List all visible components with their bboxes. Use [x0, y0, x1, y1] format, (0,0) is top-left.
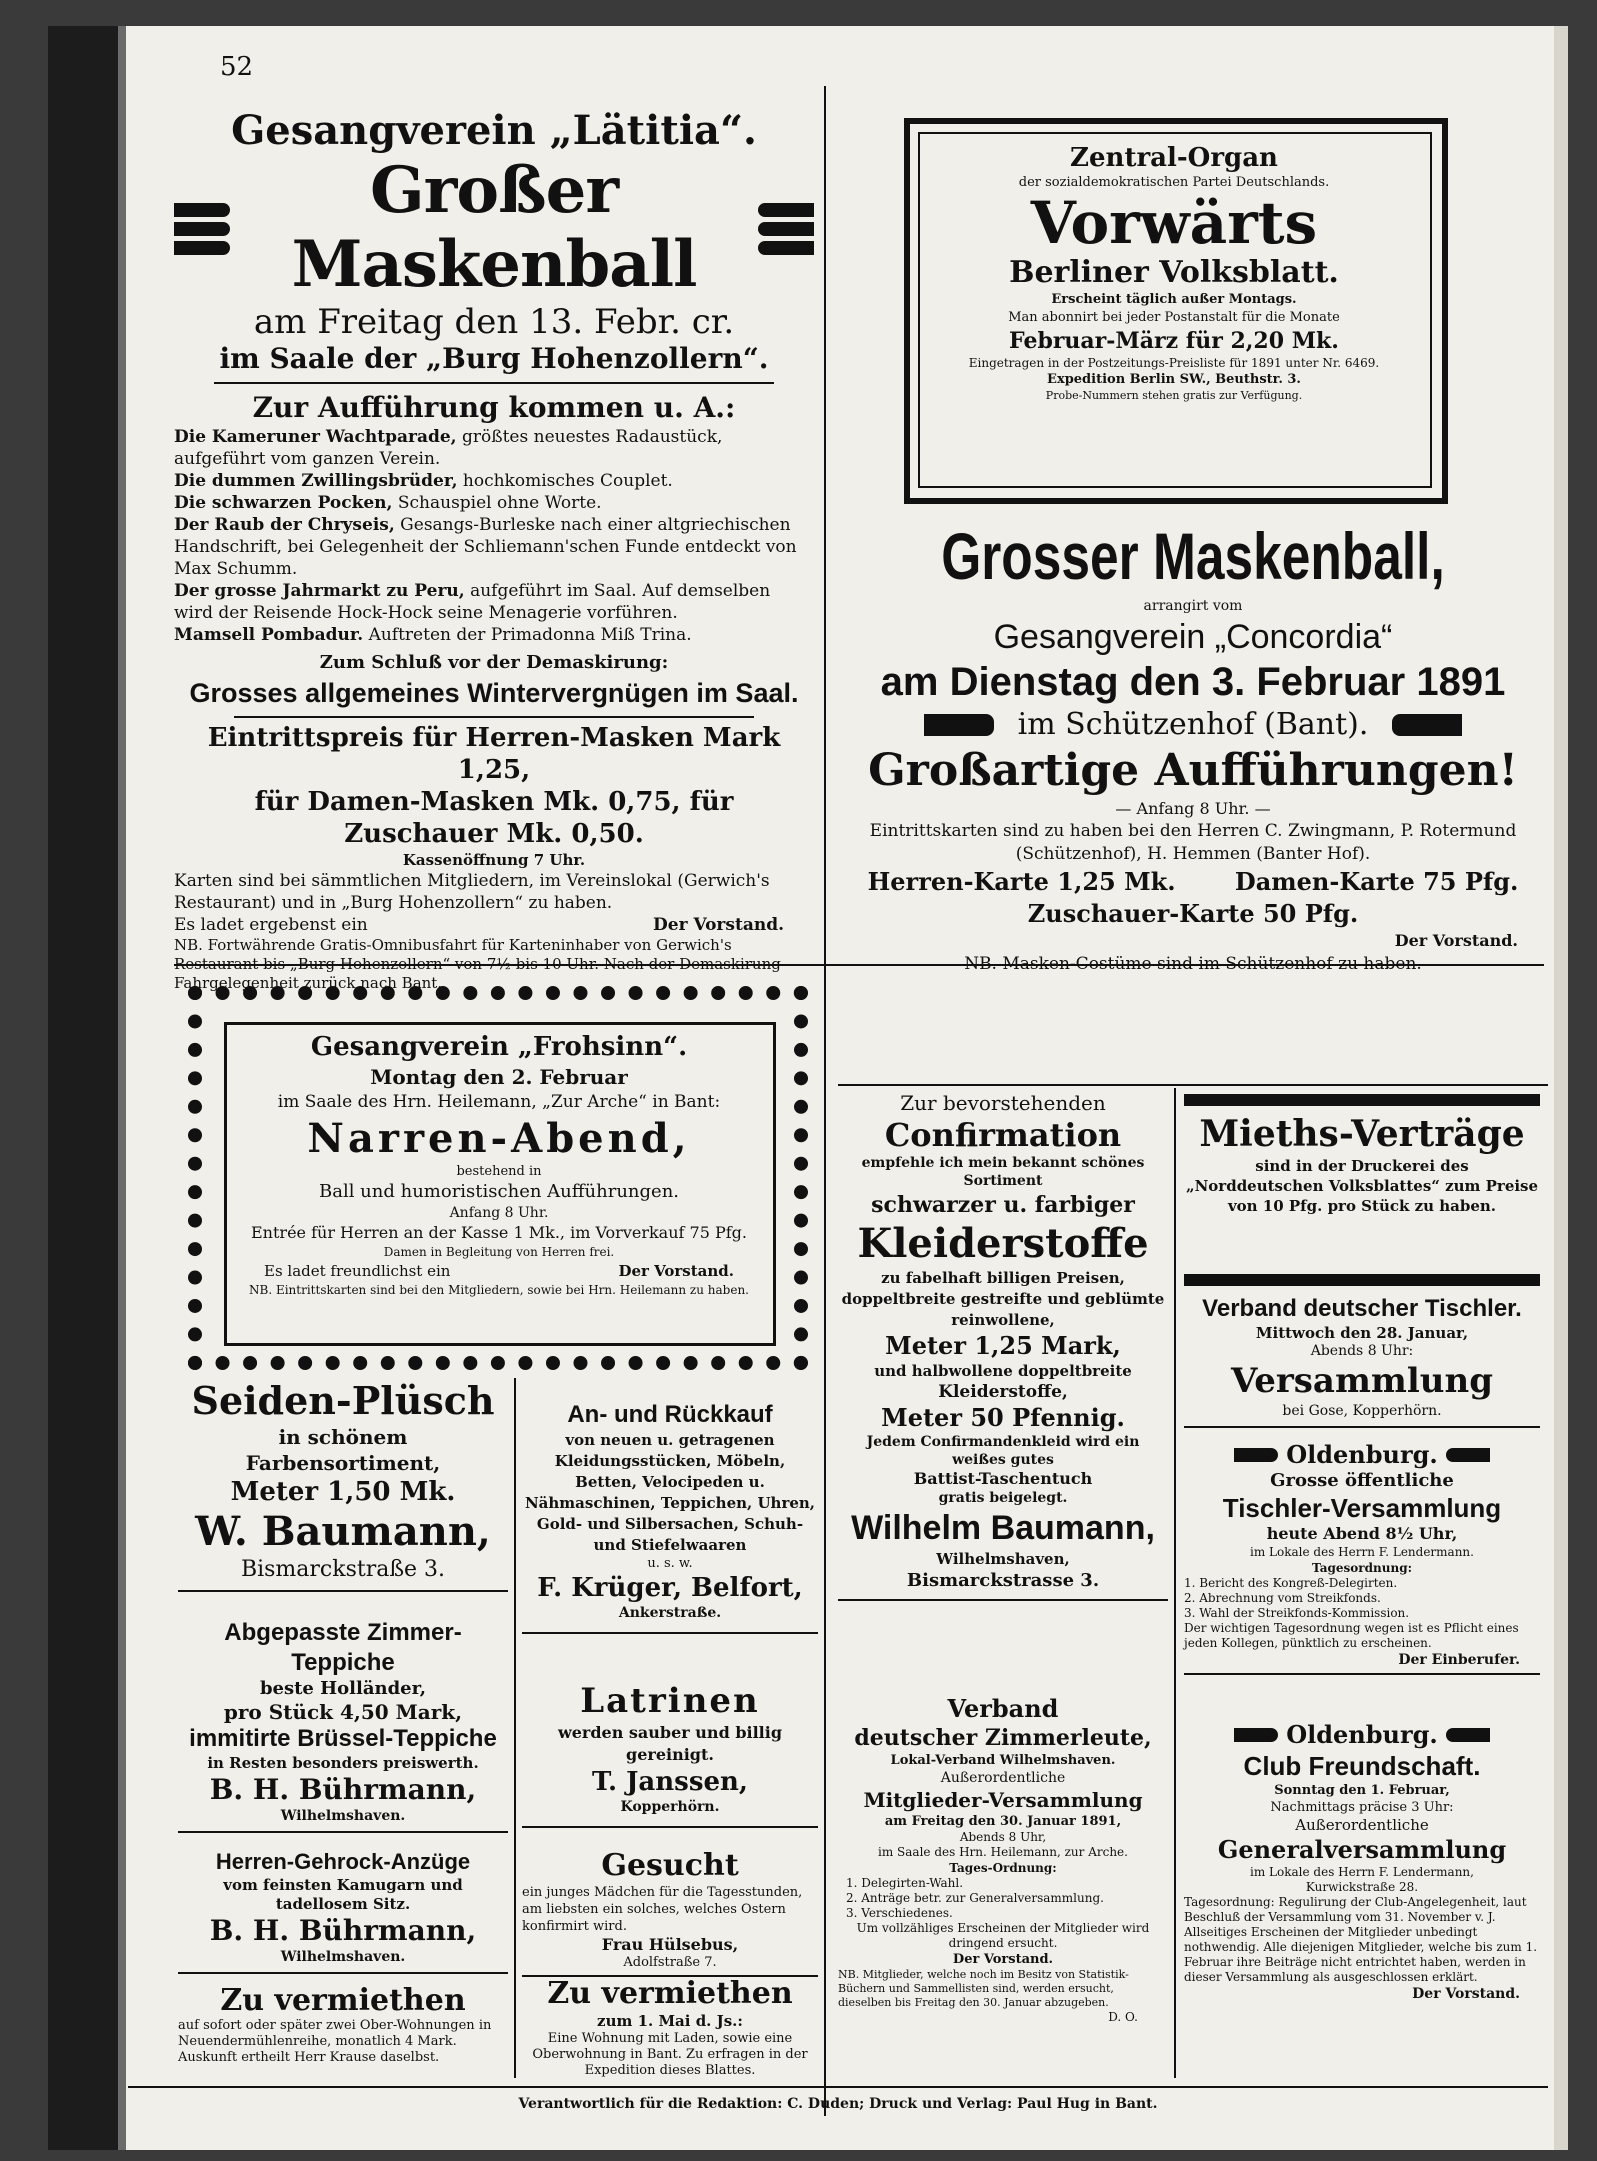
- program-item: Der grosse Jahrmarkt zu Peru, aufgeführt im Saal. Auf demselben wird der Reisende Hock-Hock seine Menagerie vorführen.: [174, 581, 771, 623]
- ad-a13-name: Wilhelm Baumann,: [851, 1509, 1155, 1547]
- ad-a6-title: Zu vermiethen: [220, 1983, 466, 2018]
- ad-a9-name: Frau Hülsebus,: [601, 1935, 739, 1954]
- ad-laetitia-closing: Grosses allgemeines Wintervergnügen im Saal.: [189, 678, 799, 708]
- ad-a12-arr: arrangirt vom: [1143, 598, 1243, 614]
- ad-a14-l7: Abends 8 Uhr,: [959, 1830, 1047, 1844]
- ad-a6-text: auf sofort oder später zwei Ober-Wohnungen in Neuendermühlenreihe, monatlich 4 Mark. Auskunft ertheilt Herr Krause daselbst.: [178, 2018, 492, 2065]
- ad-a8-addr: Kopperhörn.: [620, 1799, 720, 1815]
- ad-laetitia-price2: für Damen-Masken Mk. 0,75, für Zuschauer Mk. 0,50.: [254, 787, 734, 849]
- ad-a12-start: — Anfang 8 Uhr. —: [1115, 799, 1271, 818]
- ad-frohsinn-club: Gesangverein „Frohsinn“.: [310, 1032, 688, 1062]
- book-spine: [48, 26, 118, 2150]
- page-edge: [1554, 26, 1568, 2150]
- ad-a12-tickets: Eintrittskarten sind zu haben bei den Herren C. Zwingmann, P. Rotermund (Schützenhof), H. Hemmen (Banter Hof).: [869, 821, 1517, 864]
- ad-a13-l8: Meter 50 Pfennig.: [881, 1403, 1125, 1432]
- spine-shadow: [118, 26, 126, 2150]
- ad-a11-l8: Probe-Nummern stehen gratis zur Verfügung.: [1045, 389, 1303, 402]
- newspaper-page: [48, 26, 1568, 2150]
- ad-a4-city: Wilhelmshaven.: [280, 1808, 406, 1824]
- ad-a11-l4: Man abonnirt bei jeder Postanstalt für die Monate: [1008, 310, 1340, 325]
- ad-frohsinn-venue: im Saale des Hrn. Heilemann, „Zur Arche“ in Bant:: [277, 1092, 721, 1112]
- program-item: Die Kameruner Wachtparade, größtes neuestes Radaustück, aufgeführt vom ganzen Verein.: [174, 427, 723, 469]
- pointing-hand-icon: [1234, 1448, 1278, 1462]
- ad-a18-city: Oldenburg.: [1286, 1720, 1438, 1749]
- ad-confirmation: [838, 1090, 1168, 1601]
- ad-a10-text: Eine Wohnung mit Laden, sowie eine Oberwohnung in Bant. Zu erfragen in der Expedition dieses Blattes.: [532, 2031, 808, 2078]
- ad-club-freundschaft: [1184, 1720, 1540, 2003]
- ad-a7-text: von neuen u. getragenen Kleidungsstücken, Möbeln, Betten, Velocipeden u. Nähmaschinen, Teppichen, Uhren, Gold- und Silbersachen, Schuh- und Stiefelwaaren: [524, 1431, 816, 1554]
- ad-a17-l1: Grosse öffentliche: [1270, 1470, 1454, 1491]
- ad-frohsinn-sub1: bestehend in: [456, 1164, 542, 1179]
- imprint-footer: Verantwortlich für die Redaktion: C. Duden; Druck und Verlag: Paul Hug in Bant.: [518, 2096, 1158, 2112]
- ad-a13-addr: Bismarckstrasse 3.: [906, 1570, 1100, 1591]
- ad-a7-name: F. Krüger, Belfort,: [537, 1573, 803, 1603]
- agenda-item: 1. Bericht des Kongreß-Delegirten.: [1184, 1576, 1398, 1590]
- ad-laetitia-club: Gesangverein „Lätitia“.: [231, 107, 757, 154]
- ad-a5-city: Wilhelmshaven.: [280, 1949, 406, 1965]
- ad-a17-l3: im Lokale des Herrn F. Lendermann.: [1250, 1545, 1474, 1559]
- ad-a14-l4: Außerordentliche: [940, 1770, 1066, 1786]
- rule: [1184, 1274, 1540, 1286]
- ad-a13-l6: und halbwollene doppeltbreite: [874, 1362, 1132, 1380]
- ad-a14-l3: Lokal-Verband Wilhelmshaven.: [890, 1753, 1116, 1768]
- ad-a7-title: An- und Rückkauf: [567, 1401, 773, 1428]
- page-number: 52: [220, 52, 254, 82]
- ad-a3-name: W. Baumann,: [195, 1508, 491, 1555]
- ad-oldenburg-tischler: [1184, 1440, 1540, 1675]
- ad-concordia: [838, 516, 1548, 976]
- ad-frohsinn-nb: NB. Eintrittskarten sind bei den Mitgliedern, sowie bei Hrn. Heilemann zu haben.: [249, 1283, 749, 1297]
- ad-a18-l4: im Lokale des Herrn F. Lendermann,: [1250, 1865, 1474, 1879]
- ad-a13-l3: schwarzer u. farbiger: [871, 1192, 1135, 1218]
- ad-a7-addr: Ankerstraße.: [618, 1605, 722, 1621]
- ad-a12-p2: Damen-Karte 75 Pfg.: [1234, 867, 1519, 896]
- agenda-item: 3. Wahl der Streikfonds-Kommission.: [1184, 1606, 1410, 1620]
- program-item: Die dummen Zwillingsbrüder, hochkomisches Couplet.: [174, 471, 673, 491]
- ad-laetitia-price1: Eintrittspreis für Herren-Masken Mark 1,25,: [207, 723, 781, 785]
- ad-zu-vermiethen-2: [522, 1976, 818, 2079]
- ad-a3-l1: in schönem Farbensortiment,: [245, 1425, 441, 1475]
- ad-laetitia-nb: NB. Fortwährende Gratis-Omnibusfahrt für Karteninhaber von Gerwich's Restaurant bis „Burg Hohenzollern“ von 7½ bis 10 Uhr. Nach der Demaskirung Fahrgelegenheit zurück nach Bant.: [174, 936, 781, 992]
- ad-a16-big: Versammlung: [1230, 1361, 1494, 1401]
- ad-a11-l5: Februar-März für 2,20 Mk.: [1009, 328, 1339, 354]
- ad-a16-l2: Abends 8 Uhr:: [1310, 1343, 1414, 1359]
- ad-a14-l5: Mitglieder-Versammlung: [863, 1788, 1143, 1812]
- program-item: Der Raub der Chryseis, Gesangs-Burleske nach einer altgriechischen Handschrift, bei Gelegenheit der Schliemann'schen Funde entdeckt von Max Schumm.: [174, 515, 797, 579]
- ad-a4-l2: beste Holländer,: [259, 1678, 427, 1699]
- ad-a17-title: Tischler-Versammlung: [1222, 1493, 1502, 1523]
- ad-a12-venue: im Schützenhof (Bant).: [1017, 707, 1369, 742]
- ad-a11-title: Vorwärts: [1030, 189, 1318, 257]
- ad-a18-text: Tagesordnung: Regulirung der Club-Angelegenheit, laut Beschluß der Versammlung vom 31. November v. J. Allseitiges Erscheinen der Mitglieder unbedingt nothwendig. Alle diejenigen Mitglieder, welche bis zum 1. Februar ihre Beiträge nicht entrichtet haben, werden in dieser Versammlung als ausgeschlossen erklärt.: [1184, 1895, 1538, 1984]
- ad-a7-etc: u. s. w.: [647, 1556, 693, 1571]
- ad-frohsinn-ladies: Damen in Begleitung von Herren frei.: [383, 1245, 615, 1259]
- ad-a13-l9: Jedem Confirmandenkleid wird ein weißes gutes: [866, 1434, 1140, 1468]
- ad-a13-l5: Meter 1,25 Mark,: [885, 1331, 1121, 1360]
- ad-a13-l7: Kleiderstoffe,: [938, 1382, 1068, 1402]
- rule: [1184, 1094, 1540, 1106]
- ad-a5-l1: Herren-Gehrock-Anzüge: [215, 1849, 471, 1874]
- ad-a15-title: Mieths-Verträge: [1199, 1113, 1525, 1155]
- ad-a17-city: Oldenburg.: [1286, 1440, 1438, 1469]
- ad-laetitia-title: Großer Maskenball: [291, 153, 697, 302]
- ad-frohsinn: [234, 1030, 764, 1298]
- column-divider: [824, 86, 826, 2116]
- ad-a14-nb: NB. Mitglieder, welche noch im Besitz von Statistik-Büchern und Sammellisten sind, werden ersucht, dieselben bis Freitag den 30. Januar abzugeben.: [838, 1968, 1129, 2009]
- ad-a14-l1: Verband: [947, 1694, 1059, 1723]
- pointing-hand-icon: [924, 714, 994, 736]
- ad-laetitia-program-head: Zur Aufführung kommen u. A.:: [252, 391, 736, 424]
- ad-a14-l2: deutscher Zimmerleute,: [854, 1725, 1152, 1751]
- ad-a3-l2: Meter 1,50 Mk.: [230, 1477, 456, 1507]
- ad-a18-l1: Sonntag den 1. Februar,: [1274, 1783, 1450, 1798]
- pointing-hand-icon: [1234, 1728, 1278, 1742]
- ad-frohsinn-sub2: Ball und humoristischen Aufführungen.: [318, 1181, 680, 1202]
- agenda-item: 2. Abrechnung vom Streikfonds.: [1184, 1591, 1381, 1605]
- ad-laetitia-invite: Es ladet ergebenst ein: [174, 915, 368, 935]
- ad-a17-l4: Tagesordnung:: [1311, 1561, 1413, 1575]
- ad-a5-l2: vom feinsten Kamugarn und tadellosem Sitz.: [223, 1876, 463, 1913]
- pointing-hand-icon: [758, 200, 814, 257]
- ad-a8-name: T. Janssen,: [592, 1767, 748, 1797]
- ad-a18-l2: Nachmittags präcise 3 Uhr:: [1270, 1800, 1454, 1815]
- ad-a8-title: Latrinen: [580, 1681, 760, 1721]
- ad-a4-l5: in Resten besonders preiswerth.: [207, 1754, 479, 1772]
- ad-a13-title: Confirmation: [884, 1116, 1122, 1154]
- ad-a14-l9: Tages-Ordnung:: [949, 1861, 1057, 1875]
- agenda-item: 2. Anträge betr. zur Generalversammlung.: [846, 1891, 1104, 1905]
- ad-a18-big: Generalversammlung: [1217, 1835, 1507, 1864]
- ad-a4-l3: pro Stück 4,50 Mark,: [223, 1700, 463, 1724]
- section-divider: [838, 1084, 1548, 1086]
- ad-a13-l1: Zur bevorstehenden: [900, 1091, 1106, 1115]
- ad-a10-l1: zum 1. Mai d. Js.:: [597, 2012, 743, 2030]
- ad-a5-name: B. H. Bührmann,: [209, 1914, 477, 1947]
- ad-a18-l3: Außerordentliche: [1295, 1816, 1429, 1834]
- ad-a15-text: sind in der Druckerei des „Norddeutschen Volksblattes“ zum Preise von 10 Pfg. pro Stück zu haben.: [1185, 1157, 1539, 1215]
- ad-laetitia-closing-head: Zum Schluß vor der Demaskirung:: [319, 652, 669, 673]
- ad-a13-l2: empfehle ich mein bekannt schönes Sortiment: [861, 1155, 1145, 1189]
- ad-a12-p1: Herren-Karte 1,25 Mk.: [867, 867, 1176, 896]
- ad-laetitia-board: Der Vorstand.: [653, 915, 784, 935]
- ad-a12-perf: Großartige Aufführungen!: [868, 745, 1518, 796]
- ad-an-und-rueckkauf: [522, 1400, 818, 1634]
- ad-latrinen: [522, 1680, 818, 1828]
- ad-miethsvertraege: [1184, 1112, 1540, 1216]
- ad-a14-sig: D. O.: [1108, 2010, 1138, 2024]
- ad-laetitia: [174, 108, 814, 993]
- ad-a18-board: Der Vorstand.: [1412, 1986, 1520, 2002]
- ad-a12-p3: Zuschauer-Karte 50 Pfg.: [1027, 899, 1359, 928]
- ad-a9-text: ein junges Mädchen für die Tagesstunden, am liebsten ein solches, welches Ostern konfirmirt wird.: [522, 1885, 803, 1934]
- ad-laetitia-tickets: Karten sind bei sämmtlichen Mitgliedern, im Vereinslokal (Gerwich's Restaurant) und in „Burg Hohenzollern“ zu haben.: [174, 871, 770, 913]
- ad-frohsinn-title: Narren-Abend,: [307, 1115, 691, 1162]
- program-item: Die schwarzen Pocken, Schauspiel ohne Worte.: [174, 493, 602, 513]
- ad-zimmerleute: [838, 1694, 1168, 2024]
- ad-vorwaerts: [924, 142, 1424, 403]
- agenda-item: 3. Verschiedenes.: [846, 1906, 953, 1920]
- ad-a14-l8: im Saale des Hrn. Heilemann, zur Arche.: [878, 1845, 1128, 1859]
- ad-teppiche: [178, 1618, 508, 1833]
- ad-laetitia-venue: im Saale der „Burg Hohenzollern“.: [219, 342, 769, 375]
- ad-a4-name: B. H. Bührmann,: [209, 1773, 477, 1806]
- ad-a12-club: Gesangverein „Concordia“: [993, 618, 1393, 656]
- ad-frohsinn-date: Montag den 2. Februar: [370, 1065, 628, 1089]
- program-item: Mamsell Pombadur. Auftreten der Primadonna Miß Trina.: [174, 625, 692, 645]
- ad-a11-l6: Eingetragen in der Postzeitungs-Preisliste für 1891 unter Nr. 6469.: [968, 356, 1380, 370]
- ad-frohsinn-invite: Es ladet freundlichst ein: [264, 1262, 451, 1280]
- agenda-item: 1. Delegirten-Wahl.: [846, 1876, 964, 1890]
- ad-a11-l1: Zentral-Organ: [1070, 143, 1278, 173]
- ad-a14-l10: Um vollzähliges Erscheinen der Mitglieder wird dringend ersucht.: [856, 1921, 1150, 1950]
- ad-a13-l11: gratis beigelegt.: [938, 1490, 1068, 1506]
- ad-a17-l5: Der wichtigen Tagesordnung wegen ist es Pflicht eines jeden Kollegen, pünktlich zu erscheinen.: [1184, 1621, 1519, 1650]
- ad-tischler: [1184, 1294, 1540, 1428]
- ad-seiden-pluesch: [178, 1378, 508, 1592]
- ad-a9-addr: Adolfstraße 7.: [623, 1955, 717, 1970]
- ad-a14-board: Der Vorstand.: [952, 1952, 1054, 1967]
- ad-frohsinn-start: Anfang 8 Uhr.: [449, 1205, 549, 1221]
- ad-a13-l4: zu fabelhaft billigen Preisen, doppeltbreite gestreifte und geblümte reinwollene,: [841, 1269, 1165, 1329]
- ad-a13-city: Wilhelmshaven,: [936, 1550, 1070, 1568]
- ad-gesucht: [522, 1848, 818, 1977]
- footer-divider: [128, 2086, 1548, 2088]
- ad-a16-title: Verband deutscher Tischler.: [1202, 1295, 1522, 1322]
- ad-gehrock: [178, 1848, 508, 1974]
- ad-a12-date: am Dienstag den 3. Februar 1891: [880, 660, 1506, 704]
- ad-frohsinn-board: Der Vorstand.: [618, 1262, 734, 1280]
- ad-a11-l7: Expedition Berlin SW., Beuthstr. 3.: [1047, 372, 1301, 387]
- ad-frohsinn-entry: Entrée für Herren an der Kasse 1 Mk., im Vorverkauf 75 Pfg.: [251, 1223, 747, 1242]
- ad-a9-title: Gesucht: [601, 1848, 739, 1883]
- ad-a10-title: Zu vermiethen: [547, 1976, 793, 2011]
- ad-a8-text: werden sauber und billig gereinigt.: [557, 1723, 783, 1764]
- ad-a12-nb: NB. Masken-Costüme sind im Schützenhof zu haben.: [964, 954, 1422, 974]
- ad-a12-board: Der Vorstand.: [1394, 931, 1518, 950]
- ad-a4-l4: immitirte Brüssel-Teppiche: [189, 1725, 497, 1752]
- ad-a3-addr: Bismarckstraße 3.: [240, 1557, 446, 1582]
- ad-a16-l1: Mittwoch den 28. Januar,: [1255, 1324, 1469, 1342]
- ad-laetitia-doors: Kassenöffnung 7 Uhr.: [402, 851, 586, 869]
- ad-zu-vermiethen-1: [178, 1984, 508, 2066]
- ad-a3-title: Seiden-Plüsch: [191, 1378, 495, 1423]
- pointing-hand-icon: [1446, 1448, 1490, 1462]
- column-divider: [1174, 1088, 1176, 2078]
- column-divider: [514, 1378, 516, 2078]
- ad-a4-l1: Abgepasste Zimmer-Teppiche: [224, 1619, 462, 1676]
- pointing-hand-icon: [174, 200, 230, 257]
- pointing-hand-icon: [1446, 1728, 1490, 1742]
- ad-a11-sub: Berliner Volksblatt.: [1009, 255, 1339, 290]
- ad-a18-title: Club Freundschaft.: [1243, 1751, 1481, 1781]
- ad-a14-l6: am Freitag den 30. Januar 1891,: [884, 1814, 1122, 1829]
- ad-a13-l10: Battist-Taschentuch: [913, 1469, 1093, 1488]
- ad-a11-l3: Erscheint täglich außer Montags.: [1051, 292, 1297, 307]
- ad-a18-l5: Kurwickstraße 28.: [1305, 1880, 1419, 1894]
- pointing-hand-icon: [1392, 714, 1462, 736]
- ad-a16-l3: bei Gose, Kopperhörn.: [1282, 1403, 1442, 1419]
- ad-a11-l2: der sozialdemokratischen Partei Deutschlands.: [1018, 175, 1330, 190]
- ad-a13-big: Kleiderstoffe: [857, 1220, 1149, 1267]
- ad-a17-l2: heute Abend 8½ Uhr,: [1266, 1524, 1458, 1543]
- ad-laetitia-date: am Freitag den 13. Febr. cr.: [253, 302, 735, 342]
- ad-a12-title: Grosser Maskenball,: [941, 519, 1445, 593]
- ad-a17-sig: Der Einberufer.: [1398, 1652, 1520, 1668]
